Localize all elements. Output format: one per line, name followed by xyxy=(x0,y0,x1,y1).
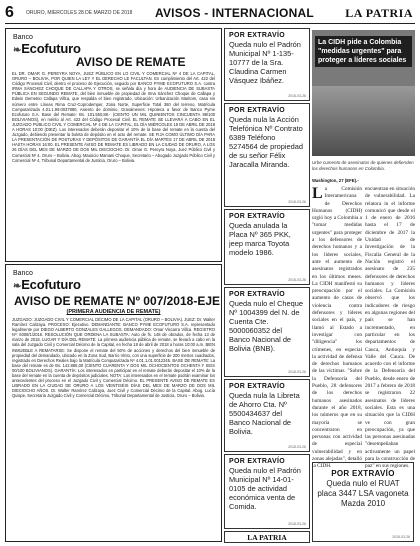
ad-title: POR EXTRAVÍO xyxy=(229,383,285,390)
article-column-1 xyxy=(312,185,362,470)
mini-brand-logo: LA PATRIA xyxy=(224,531,310,543)
notice-1-body: EL DR. OMAR G. PEREYRA NOYA, JUEZ PÚBLICO EN LO CIVIL Y COMERCIAL Nº 4 DE LA CAPITAL, ORURO – BOLIVIA, POR QUIEN LA LEY Y EL DERECHO LE FACULTAN. En cumplimiento del Art. 422 del Código Procesal Civil, dentro el proceso de Ejecución, seguido por BANCO PYME ECOFUTURO S.A. contra IRMA SÁNCHEZ CHOQUE DE CALLAPA Y OTROS, se señala día y hora de AUDIENCIA DE SUBASTA PÚBLICA EN SEGUNDO REMATE, del bien inmueble de propiedad de Irma Sánchez Choque de Callapa y Edwin Demetrio Callapa Villca, que respalda el bien registrado, Ubicación: Urbanización Maritom, casa sin número entre Líneas Rima Cruz-Coprodemper, Zona Norte, Superficie Total 360 del terreno, Matrícula Computarizada 4.01.1.99.0037880, Asiento de dominio, Gravámenes: Hipoteca a favor de Banco Pyme Ecofuturo S.A. Base del Remate: Bs. 101.550,88.- (CIENTO UN MIL QUINIENTOS CINCUENTA 88/100 BOLIVIANOS), en mérito al Art. 422 del Código Procesal Civil. EL REMATE SE LLEVARÁ A CABO EN EL JUZGADO PÚBLICO CIVIL Y COMERCIAL Nº 4 DE LA CAPITAL, EL DÍA MIÉRCOLES 18 DE ABRIL DE 2018 A HORAS 10:00 (DIEZ). Los interesados deberán depositar el 10% de la base del remate en la cuenta del Juzgado, debiendo presentar la boleta de depósito en el acto del remate. SE FIJA COMO ÚLTIMO DÍA PARA LA PRESENTACIÓN DE POSTURAS Y DEPÓSITOS DE GARANTÍA EL DÍA MARTES 17 DE ABRIL DE 2018 HASTA HORAS 16:00. EL PRESENTE AVISO DE REMATE ES LIBRADO EN LA CIUDAD DE ORURO, A LOS 26 DÍAS DEL MES DE MARZO DE DOS MIL DIECIOCHO. Dr. Omar G. Pereyra Noya, Juez Público Civil y Comercial Nº 4. Oruro – Bolivia. Abog. Mauricio Mamani Choque, Secretario – Abogado Juzgado Público Civil y Comercial Nº 4, Tribunal Departamental de Justicia, Oruro – Bolivia. xyxy=(12,71,215,163)
photo-crowd-image xyxy=(312,86,415,156)
article-headline: La CIDH pide a Colombia "medidas urgentes" para proteger a líderes sociales xyxy=(315,36,412,67)
ad-code: 2018-03-26 xyxy=(288,370,306,374)
page-number: 6 xyxy=(5,4,14,21)
article-dateline: Washington, 27 (EFE).- xyxy=(312,178,359,183)
photo-caption: Urbe cumento de asesinatos de quienes defienden los derechos humanos en Colombia. xyxy=(312,160,414,171)
classified-ad xyxy=(224,28,310,101)
ad-content: Queda nulo el RUAT placa 3447 LSA vagoneta Mazda 2010 xyxy=(317,479,409,508)
classified-ad xyxy=(224,287,310,377)
notice-1-title: AVISO DE REMATE xyxy=(76,55,186,69)
classified-ad xyxy=(224,103,310,207)
ad-content: Queda nulo el Cheque Nº 1004399 del N. de Cuenta Cte. 5000060352 del Banco Nacional de Bolivia (BNB). xyxy=(229,299,303,353)
auction-notice-2 xyxy=(5,264,222,542)
page-header xyxy=(5,4,415,24)
ad-title: POR EXTRAVÍO xyxy=(229,291,285,298)
ad-code: 2018-03-26 xyxy=(392,535,410,539)
article-text-1: a Comisión Interamericana de Derechos Humanos (CIDH) urgió hoy a Colombia a "tomar medidas urgentes" para proteger a los defensores de derechos humanos y a los líderes sociales, ante el aumento de asesinatos registrados en los últimos meses. La CIDH manifestó su preocupación por el aumento de casos de violencia contra defensores y líderes sociales en el país, y llamó al Estado a investigar con "diligencia" los crímenes, en especial la actividad de defensa de derechos humanos de las víctimas. "Sobre la Defensoría del Pueblo, 28 defensores de los derechos humanos asesinados durante el año 2018, los números que en su mayoría se concentraron en personas con actividad de especial vulnerabilidad y en zonas alejadas", detalló la CIDH. xyxy=(312,186,362,470)
ad-content: Queda nulo el Padrón Municipal Nº 14-01-0105 de actividad económica venta de Comida. xyxy=(229,466,301,511)
logo-name-text: Ecofuturo xyxy=(21,41,81,56)
ad-content: Queda nula la Libreta de Ahorro Cta. Nº 5500434637 del Banco Nacional de Bolivia. xyxy=(229,391,300,436)
ad-title: POR EXTRAVÍO xyxy=(331,469,395,478)
notice-2-body: JUZGADO: JUZGADO CIVIL Y COMERCIAL DÉCIMO DE LA CAPITAL (ORURO – BOLIVIA). JUEZ: Dr. Walter Ramírez Calizaya. PROCESO: Ejecutivo. DEMANDANTE: BANCO PYME ECOFUTURO S.A. representado legalmente por DIEGO ALBERTO GONZALES GALLEGOS. DEMANDADO: Omar Viscarra Villca. REGISTRO Nº: 6008/1/2016. RESOLUCIÓN QUE ORDENA LA SUBASTA: Auto de fs. 148 de obrados, de fecha 13 de marzo de 2018. LUGAR Y DÍA DEL REMATE: La primera audiencia pública de remate, se llevará a cabo en la sala del Juzgado Civil y Comercial Décimo de la Capital, en fecha 18 de abril de 2018 a horas 10:00 a.m. BIEN INMUEBLE A REMATARSE: Se dispone el remate del 50% de acciones y derechos del bien inmueble de propiedad del demandado, ubicado en la Zona Sud, Barrio Vinto, con una superficie de 200 metros cuadrados, registrado en Derechos Reales bajo la Matrícula Computarizada Nº 4.01.1.01.0012345. BASE DE REMATE: La base del remate es de Bs. 142.886,00 (CIENTO CUARENTA Y DOS MIL OCHOCIENTOS OCHENTA Y SEIS 00/100 BOLIVIANOS). GARANTÍA: Los interesados en participar en el remate deberán depositar el 10% de la base del remate en la cuenta de depósitos judiciales. NOTA: Los interesados en el remate podrán examinar los antecedentes del proceso en el Juzgado Civil y Comercial Décimo. EL PRESENTE AVISO DE REMATE ES LIBRADO EN LA CIUDAD DE ORURO A LOS VEINTISÉIS DÍAS DEL MES DE MARZO DE DOS MIL DIECIOCHO AÑOS. Dr. Walter Ramírez Calizaya, Juez Civil y Comercial Décimo de la Capital. Abog. Lucía Quispe, Secretaria Juzgado Civil y Comercial Décimo, Tribunal Departamental de Justicia, Oruro – Bolivia. xyxy=(12,317,215,399)
classified-ad xyxy=(224,379,310,452)
classified-ad xyxy=(224,454,310,529)
ecofuturo-logo xyxy=(13,270,81,292)
ad-code: 2018-03-26 xyxy=(288,200,306,204)
logo-name xyxy=(13,277,81,292)
notice-2-subtitle: (PRIMERA AUDIENCIA DE REMATE) xyxy=(66,309,161,315)
logo-name-text: Ecofuturo xyxy=(21,277,81,292)
ad-title: POR EXTRAVÍO xyxy=(229,107,285,114)
ad-title: POR EXTRAVÍO xyxy=(229,32,285,39)
ad-code: 2018-03-26 xyxy=(288,278,306,282)
ad-title: POR EXTRAVÍO xyxy=(229,458,285,465)
section-title: AVISOS - INTERNACIONAL xyxy=(155,6,314,20)
ad-content: Queda anulada la Placa Nº 365 PKK, jeep marca Toyota modelo 1986. xyxy=(229,221,291,257)
leaf-icon: ❧ xyxy=(13,45,22,56)
logo-banco-text: Banco xyxy=(13,34,33,41)
article-column-2 xyxy=(365,186,416,470)
ad-code: 2018-03-26 xyxy=(288,445,306,449)
ad-code: 2018-03-26 xyxy=(288,522,306,526)
classified-ad-large xyxy=(312,462,414,542)
newspaper-brand: LA PATRIA xyxy=(345,6,413,20)
date-line: ORURO, MIERCOLES 28 DE MARZO DE 2018 xyxy=(26,10,133,16)
logo-name xyxy=(13,41,81,56)
logo-banco-text: Banco xyxy=(13,270,33,277)
ad-content: Queda nulo el Padrón Municipal Nº 1-135-10777 de la Sra. Claudina Carmen Vásquez Ibáñez. xyxy=(229,40,301,85)
ad-title: POR EXTRAVÍO xyxy=(229,213,285,220)
article-text-2: encuentran en situación de vulnerabilidad. La relatora in el informe comunicó que desde el 1 de enero de 2016 hasta el 17 de diciembre de 2017 la Unidad de Investigación de la Fiscalía General de la Nación registró el asesinato de 235 defensores de derechos humanos y líderes sociales. La Comisión observó que los indicadores de riesgo en algunas regiones del país se han incrementado, en particular en los departamentos de Cauca, Antioquia y Valle del Cauca. De acuerdo con el informe de la Defensoría del Pueblo, desde enero de 2017 a febrero de 2018 se registraron 22 asesinatos de líderes sociales. Esta es una situación que la CIDH ve con gran preocupación, ya que las personas asesinadas "desempeñaban activamente un papel para la construcción de paz" en sus regiones. xyxy=(365,186,416,470)
classified-ad xyxy=(224,209,310,285)
notice-2-title: AVISO DE REMATE Nº 007/2018-EJE xyxy=(14,294,221,308)
leaf-icon: ❧ xyxy=(13,281,22,292)
drop-cap: L xyxy=(312,185,323,202)
ad-code: 2018-03-26 xyxy=(288,94,306,98)
ad-content: Queda nula la Acción Telefónica Nº Contrato 6389 Teléfono 5274564 de propiedad de su señor Félix Jaracalla Miranda. xyxy=(229,115,303,169)
auction-notice-1 xyxy=(5,28,222,262)
ecofuturo-logo xyxy=(13,34,81,56)
article-photo xyxy=(312,30,415,156)
